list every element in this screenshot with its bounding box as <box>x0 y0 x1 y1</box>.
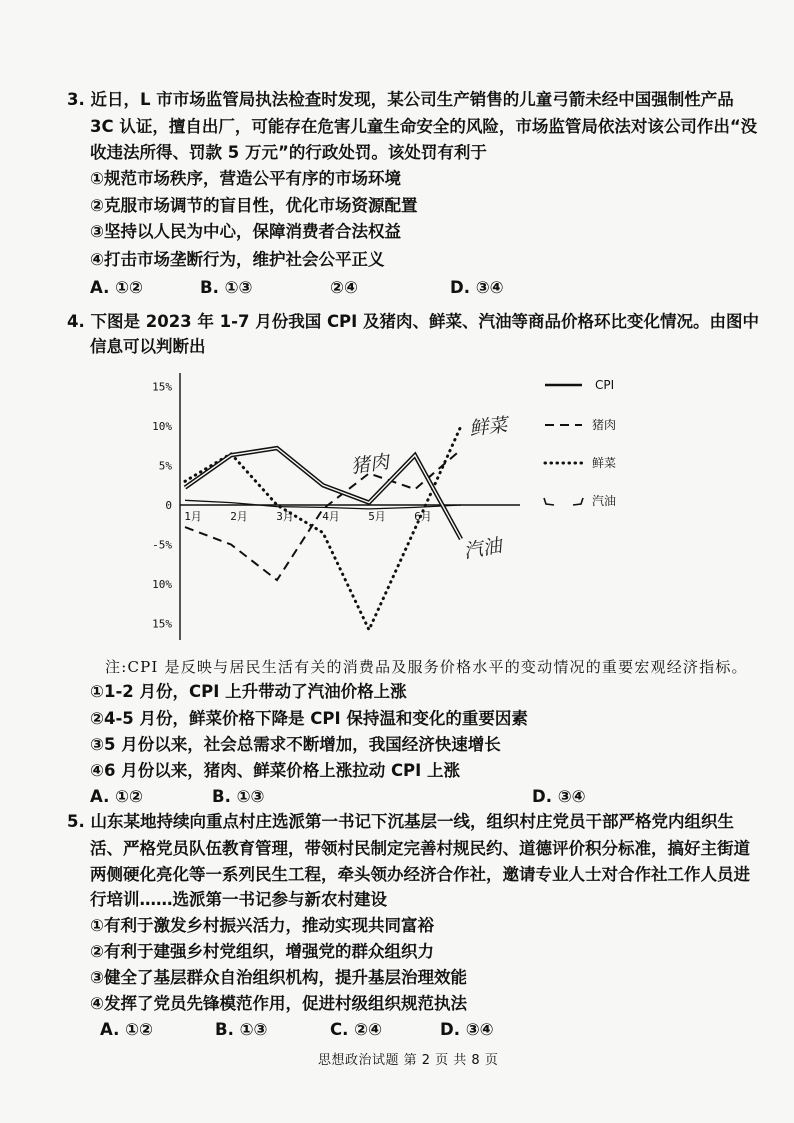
q4-statement-3: ③5 月份以来，社会总需求不断增加，我国经济快速增长 <box>90 735 501 754</box>
x-tick-label: 5月 <box>368 510 386 523</box>
q5-statement-1: ①有利于激发乡村振兴活力，推动实现共同富裕 <box>90 916 434 935</box>
q4-statement-2: ②4-5 月份，鲜菜价格下降是 CPI 保持温和变化的重要因素 <box>90 709 528 728</box>
x-tick-label: 3月 <box>276 510 294 523</box>
q3-statement-1: ①规范市场秩序，营造公平有序的市场环境 <box>90 169 401 188</box>
price-change-line-chart <box>130 365 630 645</box>
q4-statement-1: ①1-2 月份，CPI 上升带动了汽油价格上涨 <box>90 682 407 701</box>
chart-note: 注:CPI 是反映与居民生活有关的消费品及服务价格水平的变动情况的重要宏观经济指标。 <box>105 658 748 676</box>
y-tick-label: 10% <box>152 578 172 591</box>
q3-option-b: B. ①③ <box>200 278 253 297</box>
q3-option-a: A. ①② <box>90 278 144 297</box>
x-tick-label: 2月 <box>230 510 248 523</box>
legend-label-gasoline: 汽油 <box>592 494 617 508</box>
q3-stem-line-2: 3C 认证，擅自出厂，可能存在危害儿童生命安全的风险，市场监管局依法对该公司作出“没 <box>90 117 758 136</box>
q4-stem-line-2: 信息可以判断出 <box>90 337 206 356</box>
legend-label-vegetables: 鲜菜 <box>592 456 617 470</box>
legend-label-pork: 猪肉 <box>592 418 617 432</box>
x-tick-label: 6月 <box>414 510 432 523</box>
q4-statement-4: ④6 月份以来，猪肉、鲜菜价格上涨拉动 CPI 上涨 <box>90 761 461 780</box>
handwritten-annotation-vegetables: 鲜菜 <box>468 414 509 440</box>
q5-stem-line-1: 5. 山东某地持续向重点村庄选派第一书记下沉基层一线，组织村庄党员干部严格党内组织生 <box>67 812 734 831</box>
y-tick-label: 15% <box>152 380 172 394</box>
q5-stem-line-2: 活、严格党员队伍教育管理，带领村民制定完善村规民约、道德评价积分标准，搞好主街道 <box>90 839 750 858</box>
q3-option-d: D. ③④ <box>450 278 504 297</box>
q3-statement-4: ④打击市场垄断行为，维护社会公平正义 <box>90 250 385 269</box>
q5-option-c: C. ②④ <box>330 1020 383 1039</box>
series-line-gasoline <box>185 448 461 539</box>
x-tick-label: 1月 <box>184 510 202 523</box>
q3-stem-line-1: 3. 近日，L 市市场监管局执法检查时发现，某公司生产销售的儿童弓箭未经中国强制性产品 <box>67 90 734 109</box>
q5-option-b: B. ①③ <box>215 1020 268 1039</box>
y-tick-label: -5% <box>152 538 172 552</box>
legend-swatch-gasoline <box>544 498 583 505</box>
q5-statement-2: ②有利于建强乡村党组织，增强党的群众组织力 <box>90 942 434 961</box>
q5-stem-line-4: 行培训……选派第一书记参与新农村建设 <box>90 890 387 909</box>
q4-option-b: B. ①③ <box>212 787 265 806</box>
q5-stem-line-3: 两侧硬化亮化等一系列民生工程，牵头领办经济合作社，邀请专业人士对合作社工作人员进 <box>90 865 750 884</box>
y-tick-label: 10% <box>152 420 172 433</box>
handwritten-annotation-pork: 猪肉 <box>349 450 391 478</box>
q3-stem-line-3: 收违法所得、罚款 5 万元”的行政处罚。该处罚有利于 <box>90 143 487 162</box>
q5-statement-3: ③健全了基层群众自治组织机构，提升基层治理效能 <box>90 968 467 987</box>
q5-option-a: A. ①② <box>100 1020 154 1039</box>
q5-option-d: D. ③④ <box>440 1020 494 1039</box>
y-tick-label: 15% <box>152 617 172 631</box>
q3-statement-2: ②克服市场调节的盲目性，优化市场资源配置 <box>90 196 418 215</box>
q4-stem-line-1: 4. 下图是 2023 年 1-7 月份我国 CPI 及猪肉、鲜菜、汽油等商品价格环比变化情况。由图中 <box>67 312 760 331</box>
handwritten-annotation-gasoline: 汽油 <box>462 534 504 563</box>
y-tick-label: 0 <box>165 499 172 512</box>
q4-option-d: D. ③④ <box>532 787 586 806</box>
page-footer: 思想政治试题 第 2 页 共 8 页 <box>318 1053 499 1068</box>
legend-label-cpi: CPI <box>595 378 615 392</box>
q3-option-c: ②④ <box>330 278 358 297</box>
q3-statement-3: ③坚持以人民为中心，保障消费者合法权益 <box>90 222 401 241</box>
y-tick-label: 5% <box>158 459 172 473</box>
x-tick-label: 4月 <box>322 510 340 523</box>
q5-statement-4: ④发挥了党员先锋模范作用，促进村级组织规范执法 <box>90 994 467 1013</box>
q4-option-a: A. ①② <box>90 787 144 806</box>
